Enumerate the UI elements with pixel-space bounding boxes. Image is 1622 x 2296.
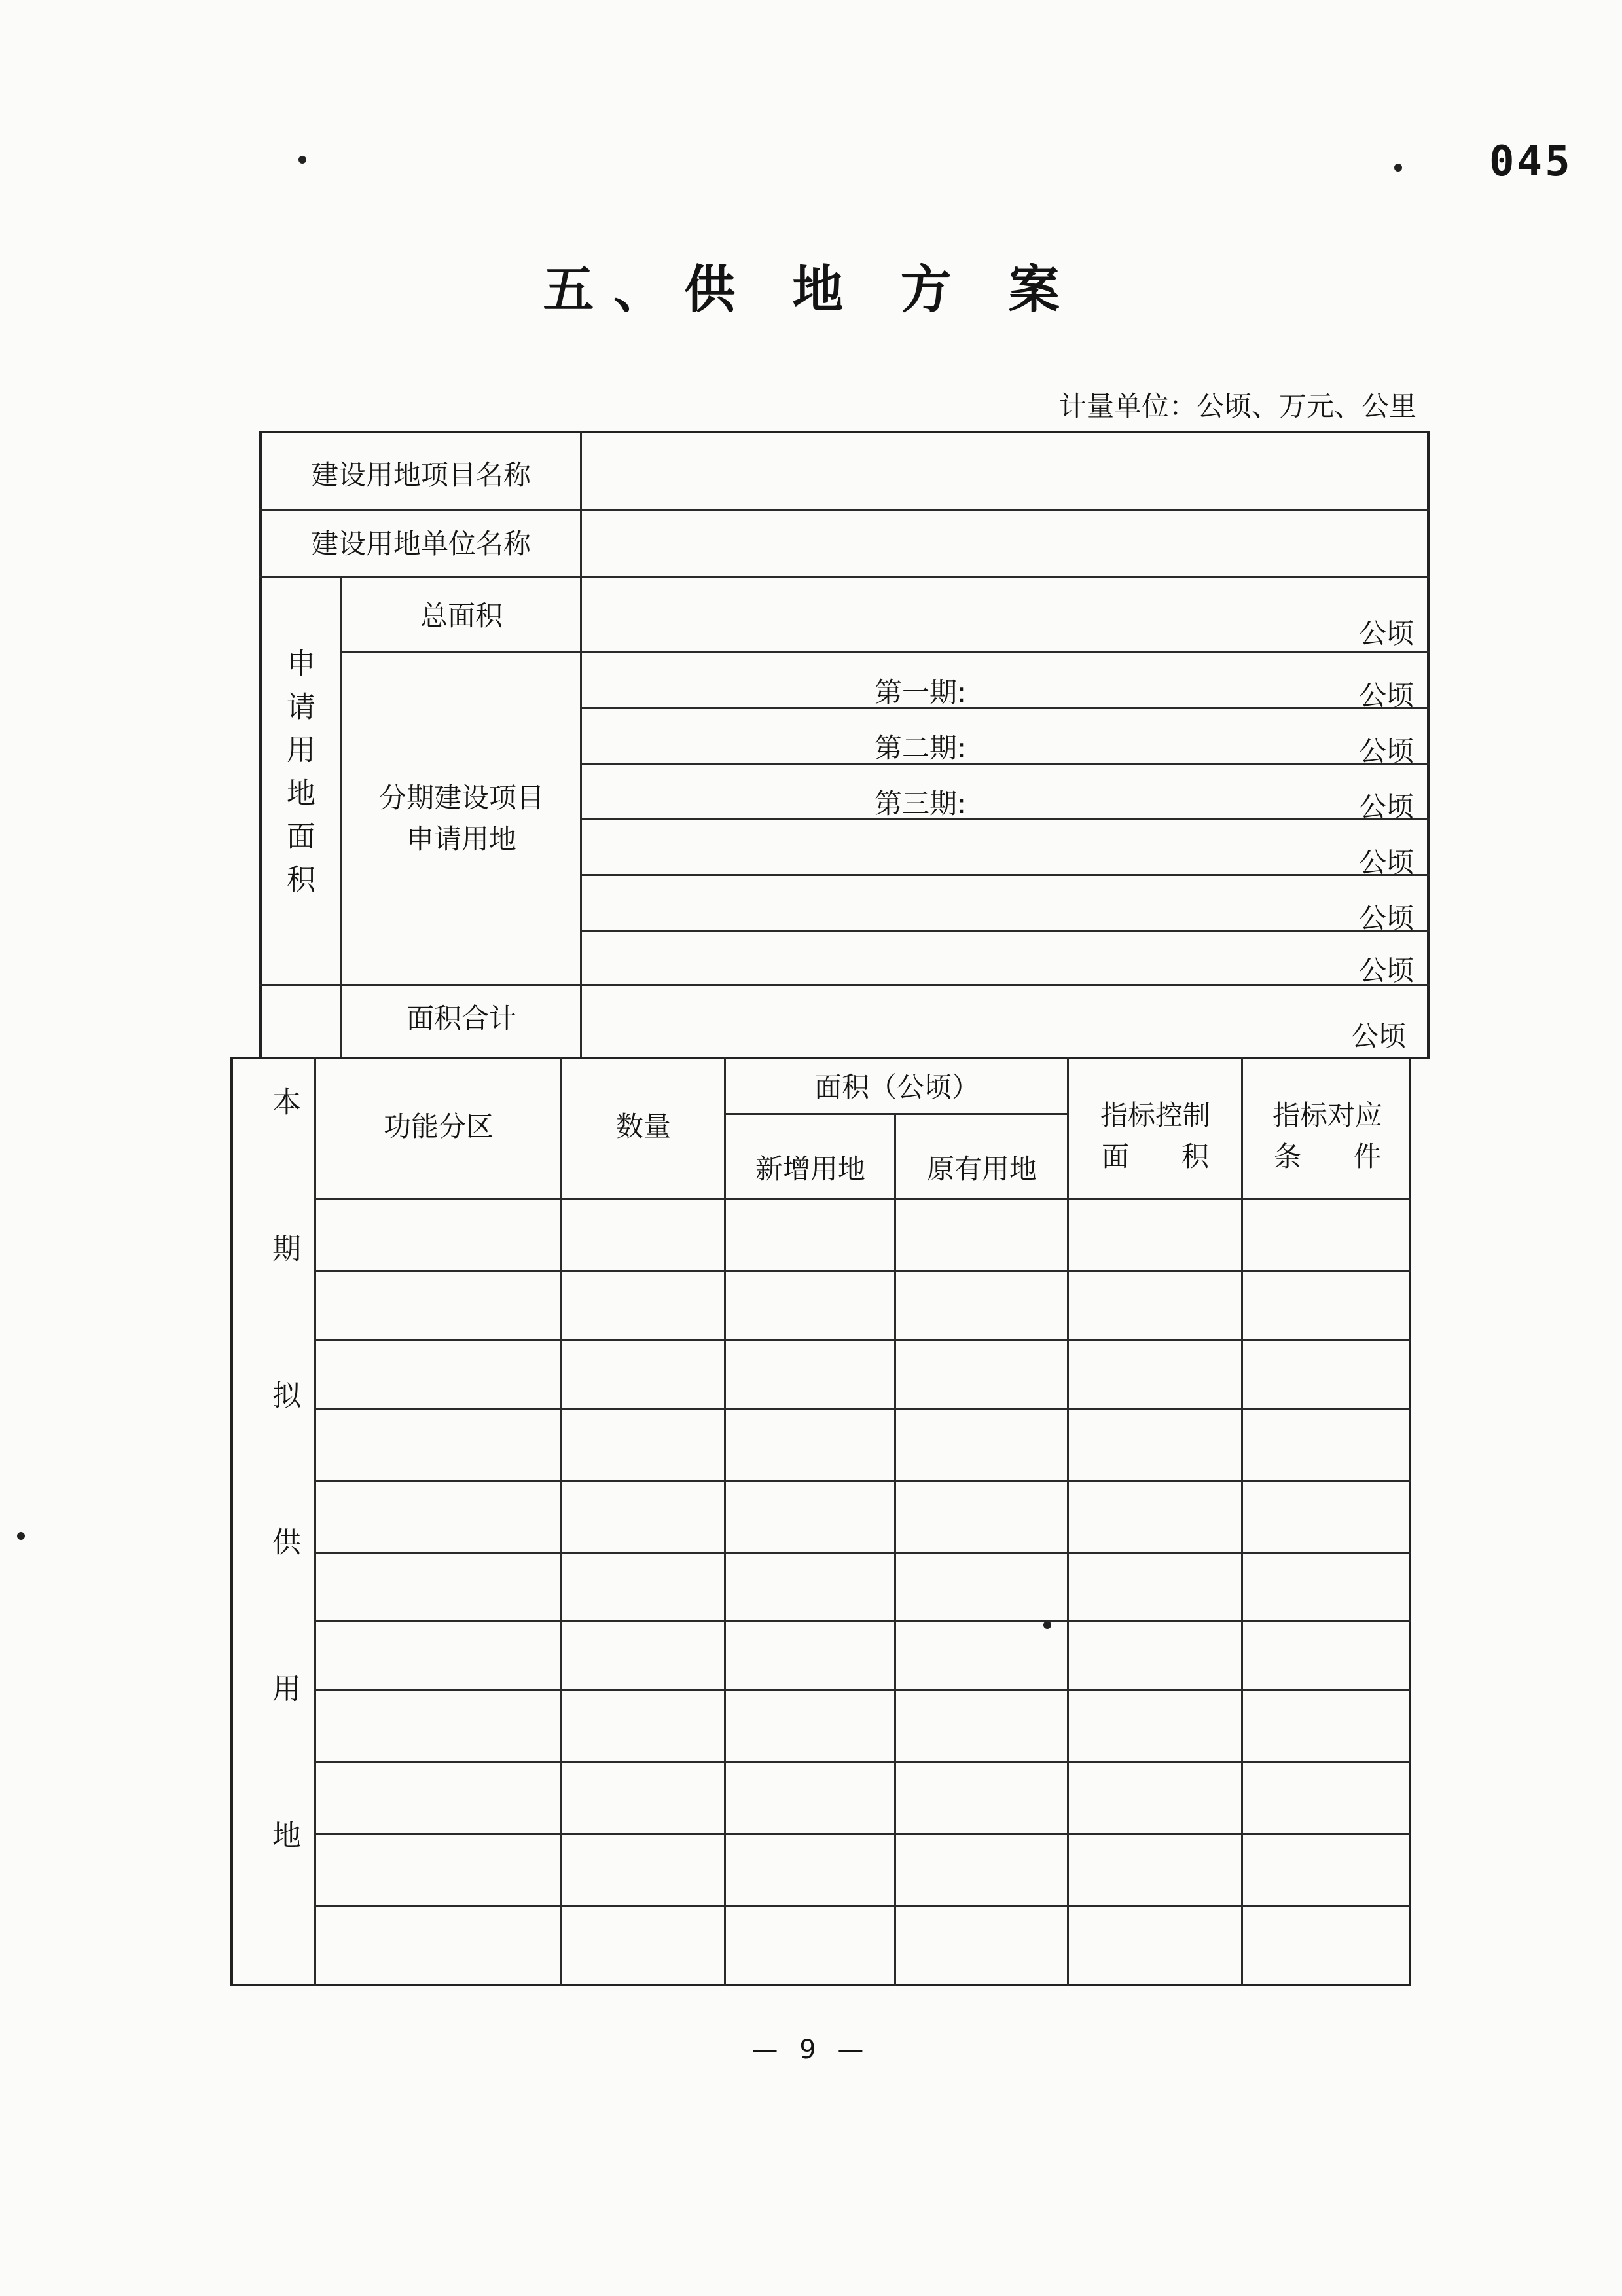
row-divider [724,1113,1067,1115]
row-divider [340,651,1430,653]
col-zone-header: 功能分区 [383,1110,494,1142]
col-qty-header: 数量 [615,1110,671,1142]
project-name-label: 建设用地项目名称 [310,458,531,491]
col-divider [314,1057,316,1986]
row-divider [314,1552,1411,1554]
row-divider [314,1620,1411,1622]
unit-hectare: 公顷 [1351,1020,1407,1052]
table-lower-border [230,1057,1411,1986]
col-index-area-header: 指标控制 面 积 [1100,1099,1210,1173]
unit-hectare: 公顷 [1359,791,1415,823]
col-new-header: 新增用地 [755,1152,865,1185]
row-divider [259,576,1430,578]
unit-hectare: 公顷 [1359,735,1415,767]
row-divider [314,1198,1411,1200]
supply-section-label: 本期拟供用地 [267,1087,300,1967]
unit-hectare: 公顷 [1359,617,1415,649]
row-divider [580,874,1430,876]
col-index-cond-header: 指标对应 条 件 [1272,1099,1382,1173]
unit-note: 计量单位：公顷、万元、公里 [1059,390,1417,422]
col-divider [560,1057,562,1986]
row-divider [580,818,1430,820]
phased-label: 分期建设项目 申请用地 [378,782,544,855]
col-divider [1067,1057,1069,1986]
phase-1-label: 第一期: [874,676,967,708]
col-divider [1241,1057,1243,1986]
row-divider [314,1761,1411,1763]
col-divider [894,1113,896,1986]
row-divider [314,1480,1411,1482]
row-divider [314,1689,1411,1691]
col-divider [340,576,342,1059]
scan-speck [1394,164,1402,172]
col-divider [580,431,582,1059]
row-divider [580,707,1430,709]
unit-hectare: 公顷 [1359,955,1415,987]
scan-speck [17,1532,25,1540]
row-divider [314,1905,1411,1907]
phase-3-label: 第三期: [874,788,967,820]
row-divider [259,984,1430,986]
row-divider [314,1339,1411,1341]
phase-2-label: 第二期: [874,732,967,764]
area-total-label: 面积合计 [406,1002,516,1034]
row-divider [314,1833,1411,1835]
row-divider [314,1408,1411,1410]
scan-speck [298,156,306,164]
col-divider [724,1057,726,1986]
row-divider [580,763,1430,765]
page-number: 045 [1489,137,1573,186]
unit-hectare: 公顷 [1359,847,1415,879]
row-divider [580,930,1430,932]
col-area-header: 面积（公顷） [814,1070,979,1103]
row-divider [259,509,1430,511]
page-title: 五、供 地 方 案 [543,260,1079,319]
apply-area-label: 申请用地面积 [281,648,315,907]
unit-name-label: 建设用地单位名称 [310,527,531,560]
row-divider [314,1270,1411,1272]
col-existing-header: 原有用地 [926,1152,1037,1185]
unit-hectare: 公顷 [1359,902,1415,934]
page-footer: — 9 — [751,2035,871,2065]
unit-hectare: 公顷 [1359,680,1415,712]
total-area-label: 总面积 [420,599,503,632]
